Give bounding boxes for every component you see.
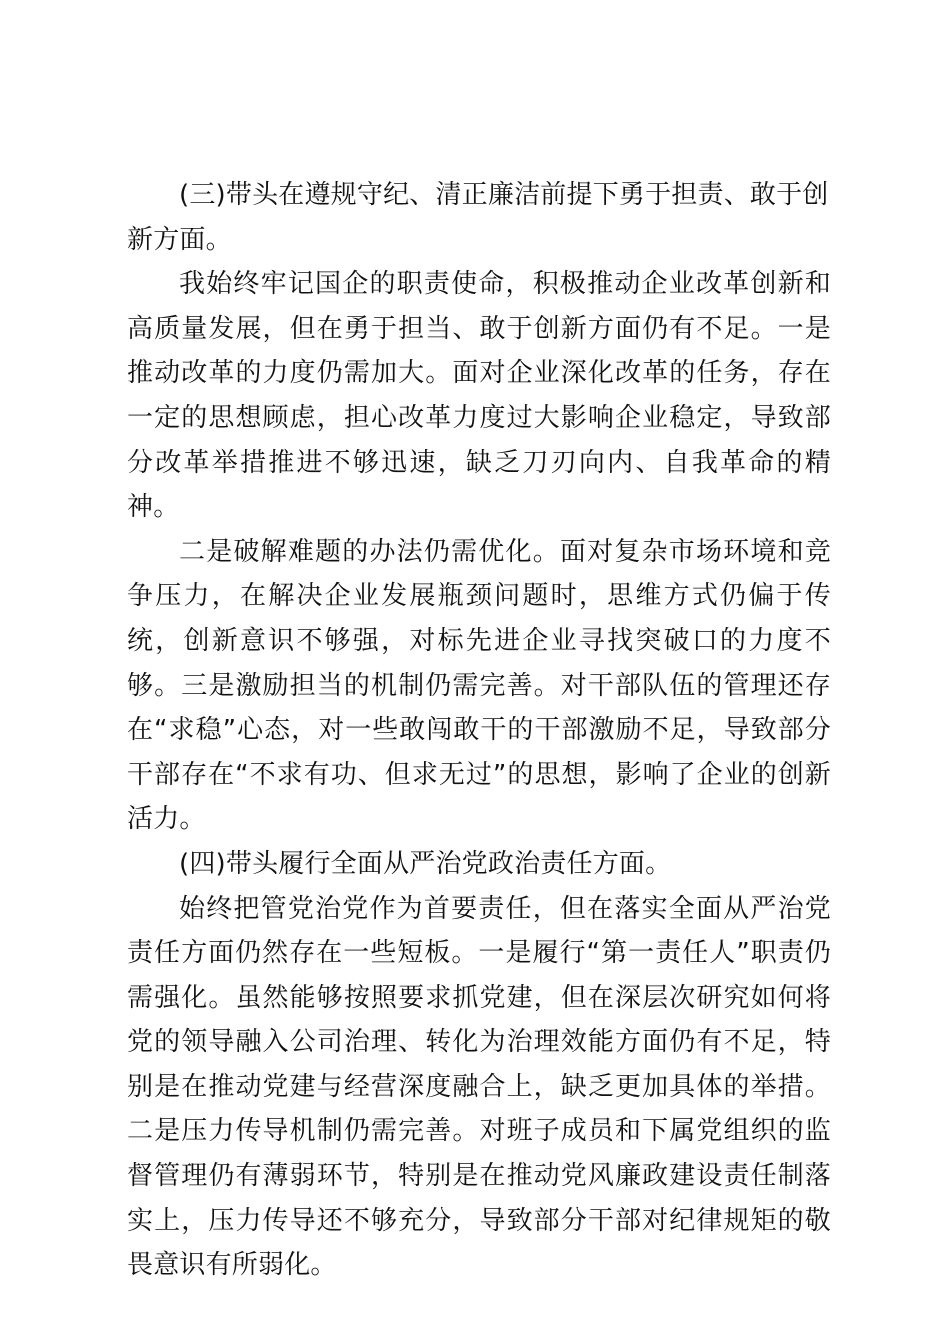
paragraph-problem-solving: 二是破解难题的办法仍需优化。面对复杂市场环境和竞争压力，在解决企业发展瓶颈问题时，思维方式仍偏于传统，创新意识不够强，对标先进企业寻找突破口的力度不够。三是激励担当的机制仍需完善。对干部队伍的管理还存在“求稳”心态，对一些敢闯敢干的干部激励不足，导致部分干部存在“不求有功、但求无过”的思想，影响了企业的创新活力。: [127, 536, 831, 835]
section-heading-4: (四)带头履行全面从严治党政治责任方面。: [179, 848, 672, 879]
document-body: [127, 173, 831, 1288]
paragraph-party-governance: 始终把管党治党作为首要责任，但在落实全面从严治党责任方面仍然存在一些短板。一是履行“第一责任人”职责仍需强化。虽然能够按照要求抓党建，但在深层次研究如何将党的领导融入公司治理、转化为治理效能方面仍有不足，特别是在推动党建与经营深度融合上，缺乏更加具体的举措。二是压力传导机制仍需完善。对班子成员和下属党组织的监督管理仍有薄弱环节，特别是在推动党风廉政建设责任制落实上，压力传导还不够充分，导致部分干部对纪律规矩的敬畏意识有所弱化。: [127, 893, 831, 1281]
section-heading-3: (三)带头在遵规守纪、清正廉洁前提下勇于担责、敢于创新方面。: [127, 180, 829, 255]
paragraph-reform-innovation: 我始终牢记国企的职责使命，积极推动企业改革创新和高质量发展，但在勇于担当、敢于创新方面仍有不足。一是推动改革的力度仍需加大。面对企业深化改革的任务，存在一定的思想顾虑，担心改革力度过大影响企业稳定，导致部分改革举措推进不够迅速，缺乏刀刃向内、自我革命的精神。: [127, 269, 831, 523]
